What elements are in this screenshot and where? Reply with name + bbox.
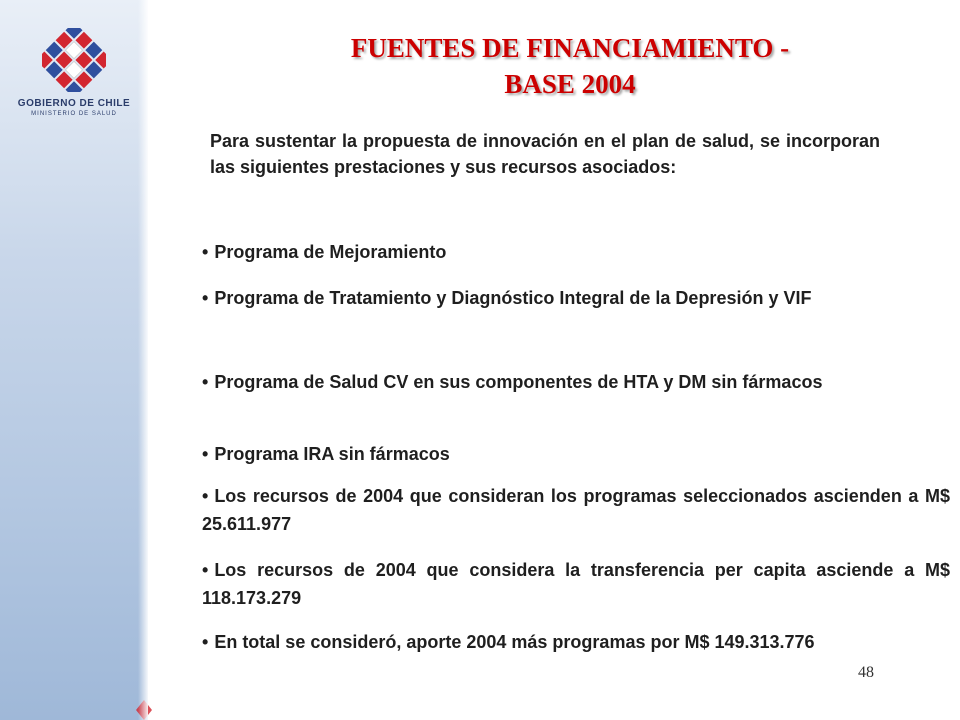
bullet-dot: • xyxy=(202,242,209,262)
bullet-text: Programa de Tratamiento y Diagnóstico Integral de la Depresión y VIF xyxy=(214,288,812,308)
slide-title-line-2: BASE 2004 xyxy=(504,69,636,99)
slide-title-line-1: FUENTES DE FINANCIAMIENTO - xyxy=(350,33,790,63)
bullet-item xyxy=(202,238,950,266)
bullet-text: Programa IRA sin fármacos xyxy=(214,444,450,464)
bullet-text: Los recursos de 2004 que consideran los programas seleccionados ascienden a M$ 25.611.977 xyxy=(202,486,950,534)
logo-subtitle: MINISTERIO DE SALUD xyxy=(31,111,117,117)
bullet-text: Programa de Salud CV en sus componentes de HTA y DM sin fármacos xyxy=(214,372,823,392)
bullet-text: Los recursos de 2004 que considera la transferencia per capita asciende a M$ 118.173.279 xyxy=(202,560,950,608)
page-number: 48 xyxy=(858,664,874,681)
bullet-dot: • xyxy=(202,632,209,652)
intro-paragraph: Para sustentar la propuesta de innovación en el plan de salud, se incorporan las siguientes prestaciones y sus recursos asociados: xyxy=(210,131,880,177)
logo xyxy=(12,28,136,128)
government-of-chile-logo-icon xyxy=(42,28,106,92)
logo-name: GOBIERNO DE CHILE xyxy=(17,98,131,109)
bullet-dot: • xyxy=(202,288,209,308)
sidebar-panel xyxy=(0,0,148,720)
bullet-dot: • xyxy=(202,444,209,464)
bullet-dot: • xyxy=(202,560,209,580)
bullet-item xyxy=(202,628,950,656)
bullet-dot: • xyxy=(202,372,209,392)
bullet-item xyxy=(202,556,950,612)
bullet-item xyxy=(202,284,950,312)
bullet-item xyxy=(202,440,950,468)
bullet-item xyxy=(202,482,950,538)
decorative-mark-icon xyxy=(134,698,154,720)
bullet-text: En total se consideró, aporte 2004 más programas por M$ 149.313.776 xyxy=(214,632,815,652)
bullet-text: Programa de Mejoramiento xyxy=(214,242,447,262)
slide-title xyxy=(260,30,880,102)
bullet-item xyxy=(202,368,950,396)
bullet-dot: • xyxy=(202,486,209,506)
